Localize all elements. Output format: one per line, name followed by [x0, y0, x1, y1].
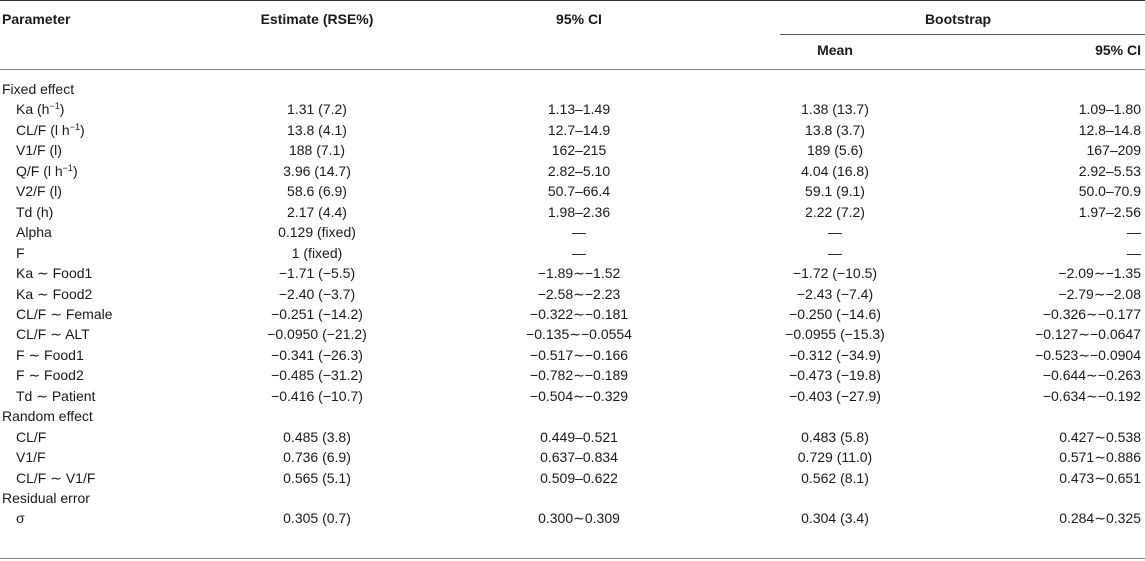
ci-cell: −0.517∼−0.166	[529, 347, 629, 363]
ci-cell: 162–215	[551, 142, 607, 158]
parameter-unit-close: )	[59, 101, 65, 117]
parameter-cell	[16, 387, 95, 405]
bootstrap-mean-cell: −1.72 (−10.5)	[792, 265, 878, 281]
bootstrap-mean-cell: −2.43 (−7.4)	[796, 286, 874, 302]
parameter-name: V2/F (l)	[16, 183, 62, 199]
bootstrap-mean-cell: 4.04 (16.8)	[801, 163, 869, 179]
parameter-cell	[16, 223, 52, 241]
parameter-name: Ka ∼ Food1	[16, 265, 93, 281]
parameter-cell	[16, 100, 64, 118]
ci-cell: 50.7–66.4	[547, 183, 611, 199]
parameter-unit-exponent: −1	[69, 122, 80, 132]
parameter-name: CL/F ∼ Female	[16, 306, 113, 322]
parameter-cell	[16, 285, 92, 303]
bootstrap-mean-cell: −0.0955 (−15.3)	[785, 326, 885, 342]
parameter-name: Q/F (l h	[16, 163, 63, 179]
estimate-cell: 0.565 (5.1)	[283, 470, 351, 486]
parameter-cell	[16, 244, 25, 262]
ci-cell: 12.7–14.9	[547, 122, 611, 138]
estimate-cell: 0.736 (6.9)	[283, 449, 351, 465]
estimate-cell: −0.341 (−26.3)	[271, 347, 363, 363]
parameter-name: Ka (h	[16, 101, 50, 117]
header-rule	[0, 69, 1145, 70]
estimate-cell: −2.40 (−3.7)	[278, 286, 356, 302]
section-label: Fixed effect	[2, 81, 75, 97]
bootstrap-mean-cell: −0.312 (−34.9)	[789, 347, 881, 363]
section-label: Random effect	[2, 408, 93, 424]
bootstrap-mean-cell: 0.304 (3.4)	[801, 510, 869, 526]
ci-cell: 1.13–1.49	[547, 101, 611, 117]
bootstrap-ci-cell: 0.571∼0.886	[1059, 449, 1141, 465]
bootstrap-ci-cell: −0.326∼−0.177	[1042, 306, 1141, 322]
parameter-cell	[16, 469, 95, 487]
bootstrap-rule	[780, 34, 1145, 35]
bootstrap-ci-cell: 12.8–14.8	[1078, 122, 1141, 138]
header-parameter: Parameter	[2, 11, 71, 27]
estimate-cell: 2.17 (4.4)	[287, 204, 347, 220]
parameter-unit-close: )	[79, 122, 85, 138]
bootstrap-ci-cell: −0.523∼−0.0904	[1035, 347, 1141, 363]
parameter-cell	[16, 448, 46, 466]
header-ci: 95% CI	[556, 11, 602, 27]
header-mean: Mean	[817, 42, 853, 58]
parameter-name: Td ∼ Patient	[16, 388, 96, 404]
ci-cell: −1.89∼−1.52	[537, 265, 621, 281]
parameter-unit-exponent: −1	[62, 163, 73, 173]
estimate-cell: 0.129 (fixed)	[278, 224, 356, 240]
bootstrap-ci-cell: 50.0–70.9	[1078, 183, 1141, 199]
estimate-cell: 0.485 (3.8)	[283, 429, 351, 445]
ci-cell: −0.135∼−0.0554	[526, 326, 632, 342]
parameter-cell	[16, 182, 62, 200]
section-label: Residual error	[2, 490, 90, 506]
header-bootstrap: Bootstrap	[924, 11, 992, 27]
estimate-cell: 3.96 (14.7)	[283, 163, 351, 179]
bootstrap-ci-cell: —	[1127, 245, 1141, 261]
estimate-cell: 58.6 (6.9)	[287, 183, 347, 199]
estimate-cell: 1 (fixed)	[291, 245, 343, 261]
bootstrap-ci-cell: 1.09–1.80	[1078, 101, 1141, 117]
estimate-cell: −0.416 (−10.7)	[271, 388, 363, 404]
estimate-cell: −0.251 (−14.2)	[271, 306, 363, 322]
bootstrap-ci-cell: −0.644∼−0.263	[1042, 367, 1141, 383]
parameter-unit-exponent: −1	[49, 101, 60, 111]
bootstrap-mean-cell: −0.473 (−19.8)	[789, 367, 881, 383]
parameter-name: Td (h)	[16, 204, 54, 220]
bootstrap-mean-cell: 0.729 (11.0)	[797, 449, 873, 465]
bootstrap-ci-cell: −2.09∼−1.35	[1058, 265, 1141, 281]
bootstrap-ci-cell: −0.634∼−0.192	[1042, 388, 1141, 404]
bootstrap-mean-cell: 0.562 (8.1)	[801, 470, 869, 486]
parameter-cell	[16, 264, 92, 282]
ci-cell: −2.58∼−2.23	[537, 286, 621, 302]
parameter-unit-close: )	[72, 163, 78, 179]
bootstrap-ci-cell: 1.97–2.56	[1078, 204, 1141, 220]
bootstrap-ci-cell: −0.127∼−0.0647	[1035, 326, 1141, 342]
bootstrap-mean-cell: 59.1 (9.1)	[805, 183, 865, 199]
parameter-cell	[16, 121, 85, 139]
parameter-name: CL/F	[16, 429, 47, 445]
estimate-cell: 13.8 (4.1)	[287, 122, 347, 138]
bootstrap-mean-cell: —	[828, 224, 842, 240]
parameter-name: F ∼ Food1	[16, 347, 84, 363]
ci-cell: −0.322∼−0.181	[529, 306, 629, 322]
header-bootstrap-ci: 95% CI	[1095, 42, 1141, 58]
bootstrap-ci-cell: 0.427∼0.538	[1059, 429, 1141, 445]
bootstrap-ci-cell: 167–209	[1086, 142, 1141, 158]
parameter-cell	[16, 428, 46, 446]
estimate-cell: 0.305 (0.7)	[283, 510, 351, 526]
ci-cell: —	[572, 245, 586, 261]
header-estimate: Estimate (RSE%)	[260, 11, 374, 27]
bootstrap-ci-cell: 0.284∼0.325	[1059, 510, 1141, 526]
bootstrap-mean-cell: 189 (5.6)	[806, 142, 864, 158]
ci-cell: 1.98–2.36	[547, 204, 611, 220]
bootstrap-mean-cell: —	[828, 245, 842, 261]
bottom-rule	[0, 558, 1145, 559]
bootstrap-mean-cell: 1.38 (13.7)	[801, 101, 869, 117]
parameter-name: Alpha	[16, 224, 52, 240]
ci-cell: —	[572, 224, 586, 240]
parameter-cell	[16, 162, 78, 180]
parameter-name: Ka ∼ Food2	[16, 286, 93, 302]
bootstrap-ci-cell: 0.473∼0.651	[1059, 470, 1141, 486]
parameter-name: CL/F ∼ V1/F	[16, 470, 96, 486]
parameter-cell	[16, 366, 84, 384]
parameter-name: V1/F (l)	[16, 142, 62, 158]
bootstrap-ci-cell: 2.92–5.53	[1078, 163, 1141, 179]
bootstrap-mean-cell: 0.483 (5.8)	[801, 429, 869, 445]
bootstrap-mean-cell: −0.250 (−14.6)	[789, 306, 881, 322]
parameter-cell	[16, 325, 90, 343]
ci-cell: 0.449–0.521	[540, 429, 618, 445]
parameter-name: F ∼ Food2	[16, 367, 84, 383]
parameter-cell	[16, 203, 53, 221]
parameter-cell	[16, 346, 84, 364]
bootstrap-mean-cell: −0.403 (−27.9)	[789, 388, 881, 404]
bootstrap-mean-cell: 2.22 (7.2)	[805, 204, 865, 220]
estimate-cell: 188 (7.1)	[288, 142, 346, 158]
ci-cell: −0.504∼−0.329	[529, 388, 629, 404]
parameter-name: V1/F	[16, 449, 46, 465]
estimate-cell: −0.485 (−31.2)	[271, 367, 363, 383]
parameter-name: F	[16, 245, 25, 261]
parameter-name: CL/F (l h	[16, 122, 70, 138]
bootstrap-ci-cell: −2.79∼−2.08	[1058, 286, 1141, 302]
estimate-cell: −1.71 (−5.5)	[278, 265, 356, 281]
estimate-cell: −0.0950 (−21.2)	[267, 326, 367, 342]
parameter-name: σ	[16, 510, 25, 526]
ci-cell: −0.782∼−0.189	[529, 367, 629, 383]
ci-cell: 0.300∼0.309	[538, 510, 620, 526]
ci-cell: 0.637–0.834	[540, 449, 618, 465]
ci-cell: 0.509–0.622	[540, 470, 618, 486]
parameter-name: CL/F ∼ ALT	[16, 326, 90, 342]
estimate-cell: 1.31 (7.2)	[287, 101, 347, 117]
bootstrap-ci-cell: —	[1127, 224, 1141, 240]
parameter-cell	[16, 141, 62, 159]
parameter-cell	[16, 305, 113, 323]
parameter-cell	[16, 509, 25, 527]
bootstrap-mean-cell: 13.8 (3.7)	[805, 122, 865, 138]
top-rule	[0, 0, 1145, 1]
ci-cell: 2.82–5.10	[547, 163, 611, 179]
